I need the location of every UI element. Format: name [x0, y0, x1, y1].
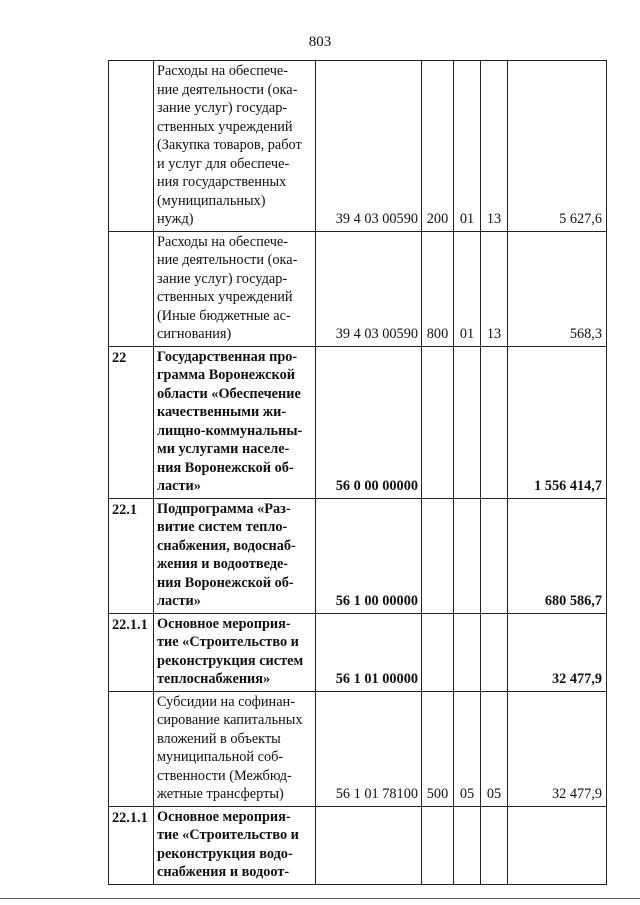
row-expense-type	[422, 613, 454, 691]
table-row	[109, 498, 607, 613]
row-target-code: 39 4 03 00590	[316, 61, 422, 232]
row-expense-type: 200	[422, 61, 454, 232]
row-section: 05	[454, 691, 481, 806]
row-target-code: 56 0 00 00000	[316, 346, 422, 498]
row-amount: 32 477,9	[508, 613, 607, 691]
budget-table	[108, 60, 607, 885]
row-target-code: 56 1 00 00000	[316, 498, 422, 613]
row-name: Расходы на обеспече- ние деятельности (ока- зание услуг) государ- ственных учреждений (Иные бюджетные ас- сигнования)	[154, 231, 316, 346]
row-name: Подпрограмма «Раз- витие систем тепло- снабжения, водоснаб- жения и водоотведе- ния Воронежской об- ласти»	[154, 498, 316, 613]
row-number	[109, 61, 154, 232]
row-section: 01	[454, 61, 481, 232]
row-expense-type	[422, 806, 454, 884]
row-amount: 32 477,9	[508, 691, 607, 806]
table-row	[109, 806, 607, 884]
row-number	[109, 231, 154, 346]
row-section	[454, 806, 481, 884]
page-bottom-edge	[0, 898, 640, 899]
row-subsection	[481, 346, 508, 498]
row-target-code: 39 4 03 00590	[316, 231, 422, 346]
row-name: Субсидии на софинан- сирование капитальных вложений в объекты муниципальной соб- ственности (Межбюд- жетные трансферты)	[154, 691, 316, 806]
row-subsection: 13	[481, 61, 508, 232]
row-section	[454, 498, 481, 613]
row-target-code	[316, 806, 422, 884]
table-row	[109, 61, 607, 232]
row-amount	[508, 806, 607, 884]
row-expense-type: 800	[422, 231, 454, 346]
row-section: 01	[454, 231, 481, 346]
row-expense-type: 500	[422, 691, 454, 806]
row-number: 22.1.1	[109, 806, 154, 884]
row-target-code: 56 1 01 78100	[316, 691, 422, 806]
table-row	[109, 346, 607, 498]
row-expense-type	[422, 346, 454, 498]
row-number: 22.1	[109, 498, 154, 613]
row-number: 22.1.1	[109, 613, 154, 691]
row-number	[109, 691, 154, 806]
row-amount: 5 627,6	[508, 61, 607, 232]
row-amount: 1 556 414,7	[508, 346, 607, 498]
row-name: Расходы на обеспече- ние деятельности (ока- зание услуг) государ- ственных учреждений (Закупка товаров, работ и услуг для обеспече- ния государственных (муниципальных) нужд)	[154, 61, 316, 232]
row-subsection: 13	[481, 231, 508, 346]
row-section	[454, 346, 481, 498]
row-name: Основное мероприя- тие «Строительство и реконструкция систем теплоснабжения»	[154, 613, 316, 691]
row-name: Государственная про- грамма Воронежской области «Обеспечение качественными жи- лищно-коммунальны- ми услугами населе- ния Воронежской об- ласти»	[154, 346, 316, 498]
row-amount: 568,3	[508, 231, 607, 346]
table-row	[109, 613, 607, 691]
row-number: 22	[109, 346, 154, 498]
row-target-code: 56 1 01 00000	[316, 613, 422, 691]
row-subsection	[481, 806, 508, 884]
row-subsection	[481, 498, 508, 613]
row-amount: 680 586,7	[508, 498, 607, 613]
row-section	[454, 613, 481, 691]
row-name: Основное мероприя- тие «Строительство и реконструкция водо- снабжения и водоот-	[154, 806, 316, 884]
row-expense-type	[422, 498, 454, 613]
row-subsection	[481, 613, 508, 691]
table-row	[109, 691, 607, 806]
table-row	[109, 231, 607, 346]
page-number: 803	[308, 34, 332, 50]
row-subsection: 05	[481, 691, 508, 806]
